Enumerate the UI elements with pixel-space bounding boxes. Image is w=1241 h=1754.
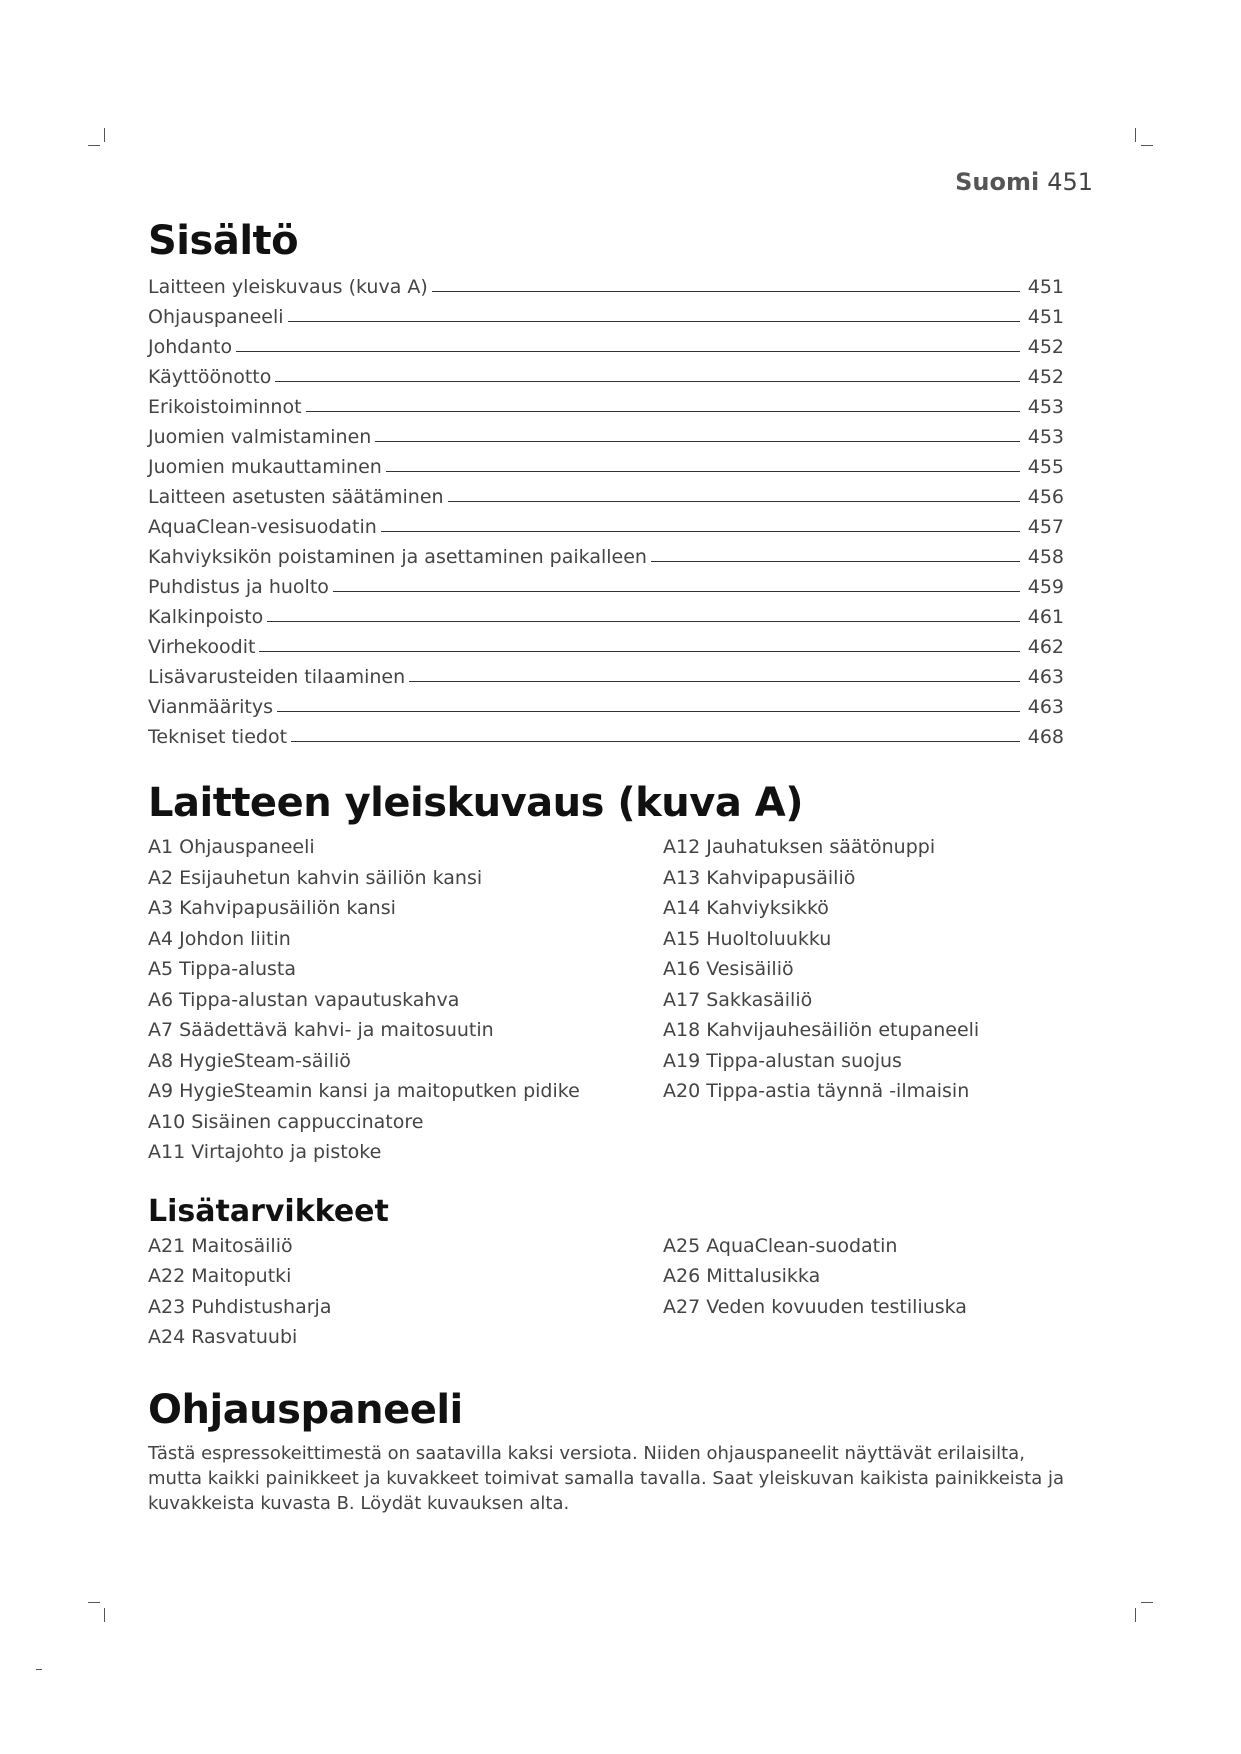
toc-leader-line [288,321,1020,322]
toc-leader-line [651,561,1020,562]
toc-entry[interactable] [148,658,1064,688]
control-panel-title: Ohjauspaneeli [148,1386,463,1433]
toc-leader-line [267,621,1020,622]
parts-list-item: A4 Johdon liitin [148,927,291,950]
crop-mark [1141,1602,1153,1603]
crop-mark [104,128,105,142]
parts-list-item: A7 Säädettävä kahvi- ja maitosuutin [148,1019,494,1041]
overview-title: Laitteen yleiskuvaus (kuva A) [148,780,803,826]
toc-leader-line [432,291,1020,292]
toc-entry-label: Juomien mukauttaminen [148,456,382,478]
accessories-title: Lisätarvikkeet [148,1193,389,1229]
toc-entry[interactable] [148,358,1064,388]
toc-entry[interactable] [148,268,1064,298]
parts-list-item: A15 Huoltoluukku [663,927,832,950]
toc-entry[interactable] [148,568,1064,598]
crop-mark [88,145,100,146]
parts-list-item: A14 Kahviyksikkö [663,897,829,919]
parts-list-item: A25 AquaClean-suodatin [663,1234,898,1257]
toc-entry-label: Kalkinpoisto [148,606,264,628]
parts-list-item: A22 Maitoputki [148,1265,292,1287]
toc-entry[interactable] [148,388,1064,418]
crop-mark [36,1669,42,1670]
overview-columns [148,832,1068,1168]
crop-mark [1135,1608,1136,1622]
toc-entry[interactable] [148,328,1064,358]
toc-entry-page: 451 [1027,276,1064,298]
accessories-right-column [663,1231,1063,1353]
toc-entry-label: Ohjauspaneeli [148,306,284,328]
parts-list-item: A11 Virtajohto ja pistoke [148,1141,382,1163]
toc-entry-page: 463 [1027,696,1064,718]
parts-list-item: A19 Tippa-alustan suojus [663,1049,902,1072]
overview-left-column [148,832,663,1168]
parts-list-item: A17 Sakkasäiliö [663,988,813,1011]
toc-entry-page: 453 [1027,426,1064,448]
overview-right-column [663,832,1063,1168]
parts-list-item: A16 Vesisäiliö [663,958,794,980]
page-content [148,218,1068,1516]
toc-entry[interactable] [148,448,1064,478]
toc-entry[interactable] [148,418,1064,448]
parts-list-item: A3 Kahvipapusäiliön kansi [148,897,396,919]
toc-leader-line [306,411,1020,412]
toc-entry-label: Erikoistoiminnot [148,396,302,418]
toc-entry[interactable] [148,598,1064,628]
toc-entry-label: Lisävarusteiden tilaaminen [148,666,406,688]
toc-entry[interactable] [148,508,1064,538]
toc-entry-page: 459 [1027,576,1064,598]
toc-entry-label: Puhdistus ja huolto [148,576,329,598]
toc-entry-page: 455 [1027,456,1064,478]
toc-entry-page: 468 [1027,726,1064,748]
toc-entry-page: 458 [1027,546,1064,568]
toc-title: Sisältö [148,218,299,264]
parts-list-item: A13 Kahvipapusäiliö [663,866,856,889]
toc-entry-page: 461 [1027,606,1064,628]
toc-entry-label: Laitteen yleiskuvaus (kuva A) [148,276,428,298]
toc-entry-label: Johdanto [148,336,233,358]
toc-entry-label: Juomien valmistaminen [148,426,372,448]
crop-mark [88,1602,100,1603]
control-panel-text: Tästä espressokeittimestä on saatavilla kaksi versiota. Niiden ohjauspaneelit näyttävät erilaisilta, mutta kaikki painikkeet ja kuvakkeet toimivat samalla tavalla. Saat yleiskuvan kaikista painikkeista ja kuvakkeista kuvasta B. Löydät kuvauksen alta. [148,1442,1064,1514]
toc-entry-page: 457 [1027,516,1064,538]
parts-list-item: A23 Puhdistusharja [148,1295,332,1318]
parts-list-item: A8 HygieSteam-säiliö [148,1049,351,1072]
parts-list-item: A26 Mittalusikka [663,1265,821,1287]
page-header [955,168,1093,196]
header-language: Suomi [955,168,1040,196]
crop-mark [104,1608,105,1622]
toc-entry-label: Virhekoodit [148,636,256,658]
toc-entry-label: Käyttöönotto [148,366,272,388]
toc-entry-label: Kahviyksikön poistaminen ja asettaminen paikalleen [148,546,647,568]
toc-entry-label: Laitteen asetusten säätäminen [148,486,444,508]
parts-list-item: A5 Tippa-alusta [148,958,297,980]
parts-list-item: A18 Kahvijauhesäiliön etupaneeli [663,1019,980,1041]
parts-list-item: A24 Rasvatuubi [148,1326,298,1348]
accessories-left-column [148,1231,663,1353]
toc-entry-label: AquaClean-vesisuodatin [148,516,377,538]
toc-leader-line [386,471,1020,472]
parts-list-item: A9 HygieSteamin kansi ja maitoputken pidike [148,1080,580,1102]
parts-list-item: A20 Tippa-astia täynnä -ilmaisin [663,1080,970,1102]
toc-entry-page: 463 [1027,666,1064,688]
accessories-columns [148,1231,1068,1353]
crop-mark [1141,145,1153,146]
toc-entry[interactable] [148,688,1064,718]
parts-list-item: A10 Sisäinen cappuccinatore [148,1110,424,1133]
header-page-number: 451 [1047,168,1093,196]
toc-entry-page: 456 [1027,486,1064,508]
toc-entry[interactable] [148,628,1064,658]
toc-entry[interactable] [148,538,1064,568]
toc-leader-line [375,441,1020,442]
toc-entry-page: 451 [1027,306,1064,328]
toc-leader-line [236,351,1020,352]
toc-entry-page: 452 [1027,336,1064,358]
parts-list-item: A27 Veden kovuuden testiliuska [663,1295,967,1318]
toc-entry-page: 452 [1027,366,1064,388]
toc-entry[interactable] [148,718,1064,748]
parts-list-item: A2 Esijauhetun kahvin säiliön kansi [148,866,483,889]
table-of-contents [148,268,1064,748]
crop-mark [1135,128,1136,142]
toc-entry[interactable] [148,298,1064,328]
toc-entry[interactable] [148,478,1064,508]
toc-leader-line [333,591,1020,592]
parts-list-item: A1 Ohjauspaneeli [148,836,315,858]
toc-leader-line [277,711,1020,712]
toc-entry-label: Tekniset tiedot [148,726,288,748]
toc-leader-line [291,741,1020,742]
toc-entry-label: Vianmääritys [148,696,274,718]
toc-entry-page: 462 [1027,636,1064,658]
toc-leader-line [409,681,1020,682]
toc-entry-page: 453 [1027,396,1064,418]
toc-leader-line [381,531,1020,532]
toc-leader-line [259,651,1020,652]
parts-list-item: A21 Maitosäiliö [148,1234,293,1257]
toc-leader-line [448,501,1020,502]
toc-leader-line [275,381,1020,382]
parts-list-item: A6 Tippa-alustan vapautuskahva [148,988,460,1011]
parts-list-item: A12 Jauhatuksen säätönuppi [663,836,936,858]
